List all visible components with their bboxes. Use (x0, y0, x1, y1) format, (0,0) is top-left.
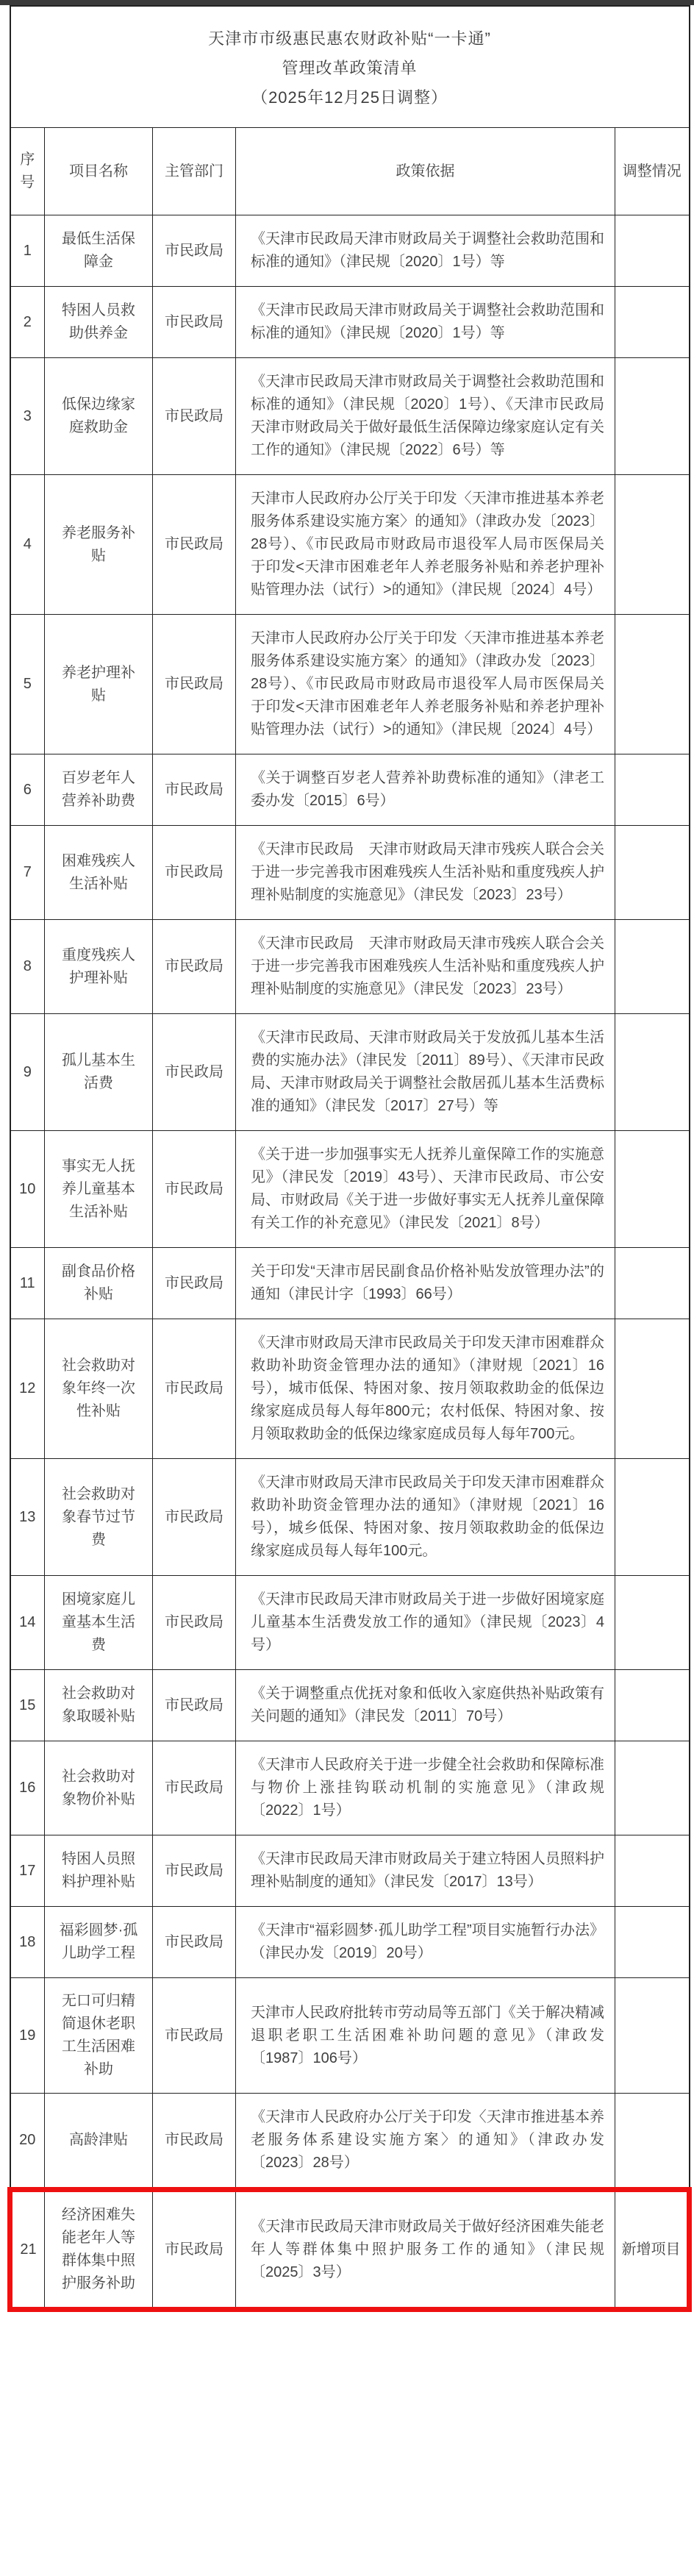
adjustment-status (615, 1014, 690, 1131)
policy-basis: 《关于进一步加强事实无人抚养儿童保障工作的实施意见》（津民发〔2019〕43号）、天津市民政局、市公安局、市财政局《关于进一步做好事实无人抚养儿童保障有关工作的补充意见》（津民发〔2021〕8号） (236, 1131, 615, 1248)
policy-basis: 《天津市民政局天津市财政局关于做好经济困难失能老年人等群体集中照护服务工作的通知》（津民规〔2025〕3号） (236, 2190, 615, 2310)
table-row (10, 1835, 690, 1907)
row-number: 10 (10, 1131, 45, 1248)
header-project-name: 项目名称 (45, 128, 153, 215)
department: 市民政局 (153, 475, 236, 615)
row-number: 14 (10, 1576, 45, 1670)
table-row (10, 615, 690, 754)
policy-basis: 《天津市财政局天津市民政局关于印发天津市困难群众救助补助资金管理办法的通知》（津财规〔2021〕16号），城乡低保、特困对象、按月领取救助金的低保边缘家庭成员每人每年100元。 (236, 1459, 615, 1576)
table-row-highlighted (10, 2190, 690, 2310)
department: 市民政局 (153, 2094, 236, 2190)
adjustment-status (615, 1459, 690, 1576)
document-title-cell (10, 6, 690, 128)
project-name: 低保边缘家庭救助金 (45, 358, 153, 475)
policy-basis: 《天津市民政局天津市财政局关于进一步做好困境家庭儿童基本生活费发放工作的通知》（津民规〔2023〕4号） (236, 1576, 615, 1670)
row-number: 11 (10, 1248, 45, 1319)
policy-basis: 《关于调整百岁老人营养补助费标准的通知》（津老工委办发〔2015〕6号） (236, 754, 615, 826)
policy-basis: 《天津市民政局天津市财政局关于调整社会救助范围和标准的通知》（津民规〔2020〕1号）等 (236, 215, 615, 287)
row-number: 4 (10, 475, 45, 615)
department: 市民政局 (153, 1835, 236, 1907)
window-top-edge (0, 0, 694, 5)
adjustment-status (615, 2094, 690, 2190)
policy-basis: 《天津市民政局、天津市财政局关于发放孤儿基本生活费的实施办法》（津民发〔2011〕89号）、《天津市民政局、天津市财政局关于调整社会散居孤儿基本生活费标准的通知》（津民发〔2017〕27号）等 (236, 1014, 615, 1131)
table-row (10, 2094, 690, 2190)
project-name: 无口可归精简退休老职工生活困难补助 (45, 1978, 153, 2094)
department: 市民政局 (153, 1014, 236, 1131)
table-row (10, 1014, 690, 1131)
row-number: 20 (10, 2094, 45, 2190)
policy-basis: 《天津市民政局天津市财政局关于调整社会救助范围和标准的通知》（津民规〔2020〕1号）、《天津市民政局 天津市财政局关于做好最低生活保障边缘家庭认定有关工作的通知》（津民规〔2022〕6号）等 (236, 358, 615, 475)
adjustment-status (615, 1576, 690, 1670)
title-row (10, 6, 690, 128)
row-number: 9 (10, 1014, 45, 1131)
adjustment-status (615, 1670, 690, 1741)
header-department: 主管部门 (153, 128, 236, 215)
header-seq-number: 序号 (10, 128, 45, 215)
department: 市民政局 (153, 615, 236, 754)
department: 市民政局 (153, 920, 236, 1014)
adjustment-status (615, 826, 690, 920)
department: 市民政局 (153, 2190, 236, 2310)
department: 市民政局 (153, 1907, 236, 1978)
header-adjustment-status: 调整情况 (615, 128, 690, 215)
project-name: 孤儿基本生活费 (45, 1014, 153, 1131)
row-number: 3 (10, 358, 45, 475)
project-name: 特困人员救助供养金 (45, 287, 153, 358)
row-number: 16 (10, 1741, 45, 1835)
policy-basis: 天津市人民政府批转市劳动局等五部门《关于解决精减退职老职工生活困难补助问题的意见》（津政发〔1987〕106号） (236, 1978, 615, 2094)
project-name: 社会救助对象取暖补贴 (45, 1670, 153, 1741)
department: 市民政局 (153, 1978, 236, 2094)
project-name: 社会救助对象物价补贴 (45, 1741, 153, 1835)
row-number: 15 (10, 1670, 45, 1741)
table-row (10, 1459, 690, 1576)
table-row (10, 475, 690, 615)
adjustment-status (615, 1907, 690, 1978)
department: 市民政局 (153, 287, 236, 358)
table-row (10, 1741, 690, 1835)
policy-basis: 《天津市人民政府办公厅关于印发〈天津市推进基本养老服务体系建设实施方案〉的通知》（津政办发〔2023〕28号） (236, 2094, 615, 2190)
row-number: 21 (10, 2190, 45, 2310)
department: 市民政局 (153, 1670, 236, 1741)
department: 市民政局 (153, 1248, 236, 1319)
row-number: 13 (10, 1459, 45, 1576)
adjustment-status (615, 287, 690, 358)
row-number: 6 (10, 754, 45, 826)
project-name: 养老护理补贴 (45, 615, 153, 754)
project-name: 百岁老年人营养补助费 (45, 754, 153, 826)
department: 市民政局 (153, 1576, 236, 1670)
row-number: 12 (10, 1319, 45, 1459)
policy-basis: 《天津市民政局天津市财政局关于调整社会救助范围和标准的通知》（津民规〔2020〕1号）等 (236, 287, 615, 358)
adjustment-status (615, 215, 690, 287)
policy-basis: 《天津市“福彩圆梦·孤儿助学工程”项目实施暂行办法》（津民办发〔2019〕20号） (236, 1907, 615, 1978)
adjustment-status (615, 615, 690, 754)
policy-basis: 《天津市民政局 天津市财政局天津市残疾人联合会关于进一步完善我市困难残疾人生活补贴和重度残疾人护理补贴制度的实施意见》（津民发〔2023〕23号） (236, 826, 615, 920)
department: 市民政局 (153, 1741, 236, 1835)
project-name: 困境家庭儿童基本生活费 (45, 1576, 153, 1670)
adjustment-status (615, 1248, 690, 1319)
policy-basis: 《天津市民政局 天津市财政局天津市残疾人联合会关于进一步完善我市困难残疾人生活补贴和重度残疾人护理补贴制度的实施意见》（津民发〔2023〕23号） (236, 920, 615, 1014)
adjustment-status (615, 1835, 690, 1907)
department: 市民政局 (153, 826, 236, 920)
department: 市民政局 (153, 358, 236, 475)
policy-basis: 关于印发“天津市居民副食品价格补贴发放管理办法”的通知（津民计字〔1993〕66号） (236, 1248, 615, 1319)
header-policy-basis: 政策依据 (236, 128, 615, 215)
table-row (10, 1131, 690, 1248)
table-row (10, 826, 690, 920)
adjustment-status (615, 754, 690, 826)
row-number: 1 (10, 215, 45, 287)
row-number: 17 (10, 1835, 45, 1907)
project-name: 经济困难失能老年人等群体集中照护服务补助 (45, 2190, 153, 2310)
policy-basis: 天津市人民政府办公厅关于印发〈天津市推进基本养老服务体系建设实施方案〉的通知》（津政办发〔2023〕28号）、《市民政局市财政局市退役军人局市医保局关于印发<天津市困难老年人养老服务补贴和养老护理补贴管理办法（试行）>的通知》（津民规〔2024〕4号） (236, 615, 615, 754)
policy-table (7, 5, 692, 2312)
department: 市民政局 (153, 215, 236, 287)
adjustment-status (615, 1741, 690, 1835)
table-row (10, 1978, 690, 2094)
adjustment-status (615, 1319, 690, 1459)
table-row (10, 1319, 690, 1459)
project-name: 社会救助对象年终一次性补贴 (45, 1319, 153, 1459)
project-name: 社会救助对象春节过节费 (45, 1459, 153, 1576)
table-header-row (10, 128, 690, 215)
department: 市民政局 (153, 1459, 236, 1576)
table-row (10, 1907, 690, 1978)
adjustment-status (615, 358, 690, 475)
row-number: 7 (10, 826, 45, 920)
project-name: 养老服务补贴 (45, 475, 153, 615)
row-number: 8 (10, 920, 45, 1014)
row-number: 19 (10, 1978, 45, 2094)
department: 市民政局 (153, 754, 236, 826)
policy-basis: 《天津市财政局天津市民政局关于印发天津市困难群众救助补助资金管理办法的通知》（津财规〔2021〕16号），城市低保、特困对象、按月领取救助金的低保边缘家庭成员每人每年800元；农村低保、特困对象、按月领取救助金的低保边缘家庭成员每人每年700元。 (236, 1319, 615, 1459)
adjustment-status (615, 920, 690, 1014)
document-title-line3: （2025年12月25日调整） (251, 88, 448, 107)
project-name: 副食品价格补贴 (45, 1248, 153, 1319)
table-row (10, 358, 690, 475)
adjustment-status (615, 1978, 690, 2094)
policy-basis: 《关于调整重点优抚对象和低收入家庭供热补贴政策有关问题的通知》（津民发〔2011〕70号） (236, 1670, 615, 1741)
table-row (10, 1670, 690, 1741)
table-row (10, 920, 690, 1014)
department: 市民政局 (153, 1319, 236, 1459)
policy-basis: 天津市人民政府办公厅关于印发〈天津市推进基本养老服务体系建设实施方案〉的通知》（津政办发〔2023〕28号）、《市民政局市财政局市退役军人局市医保局关于印发<天津市困难老年人养老服务补贴和养老护理补贴管理办法（试行）>的通知》（津民规〔2024〕4号） (236, 475, 615, 615)
table-row (10, 1576, 690, 1670)
row-number: 5 (10, 615, 45, 754)
adjustment-status (615, 1131, 690, 1248)
document-title-line1: 天津市市级惠民惠农财政补贴“一卡通” (208, 29, 491, 48)
policy-basis: 《天津市民政局天津市财政局关于建立特困人员照料护理补贴制度的通知》（津民发〔2017〕13号） (236, 1835, 615, 1907)
table-row (10, 215, 690, 287)
project-name: 困难残疾人生活补贴 (45, 826, 153, 920)
project-name: 最低生活保障金 (45, 215, 153, 287)
project-name: 高龄津贴 (45, 2094, 153, 2190)
project-name: 事实无人抚养儿童基本生活补贴 (45, 1131, 153, 1248)
row-number: 18 (10, 1907, 45, 1978)
table-row (10, 1248, 690, 1319)
table-row (10, 754, 690, 826)
project-name: 重度残疾人护理补贴 (45, 920, 153, 1014)
project-name: 特困人员照料护理补贴 (45, 1835, 153, 1907)
table-row (10, 287, 690, 358)
adjustment-status (615, 475, 690, 615)
document-title-line2: 管理改革政策清单 (282, 59, 418, 78)
project-name: 福彩圆梦·孤儿助学工程 (45, 1907, 153, 1978)
department: 市民政局 (153, 1131, 236, 1248)
adjustment-status: 新增项目 (615, 2190, 690, 2310)
policy-basis: 《天津市人民政府关于进一步健全社会救助和保障标准与物价上涨挂钩联动机制的实施意见》（津政规〔2022〕1号） (236, 1741, 615, 1835)
row-number: 2 (10, 287, 45, 358)
